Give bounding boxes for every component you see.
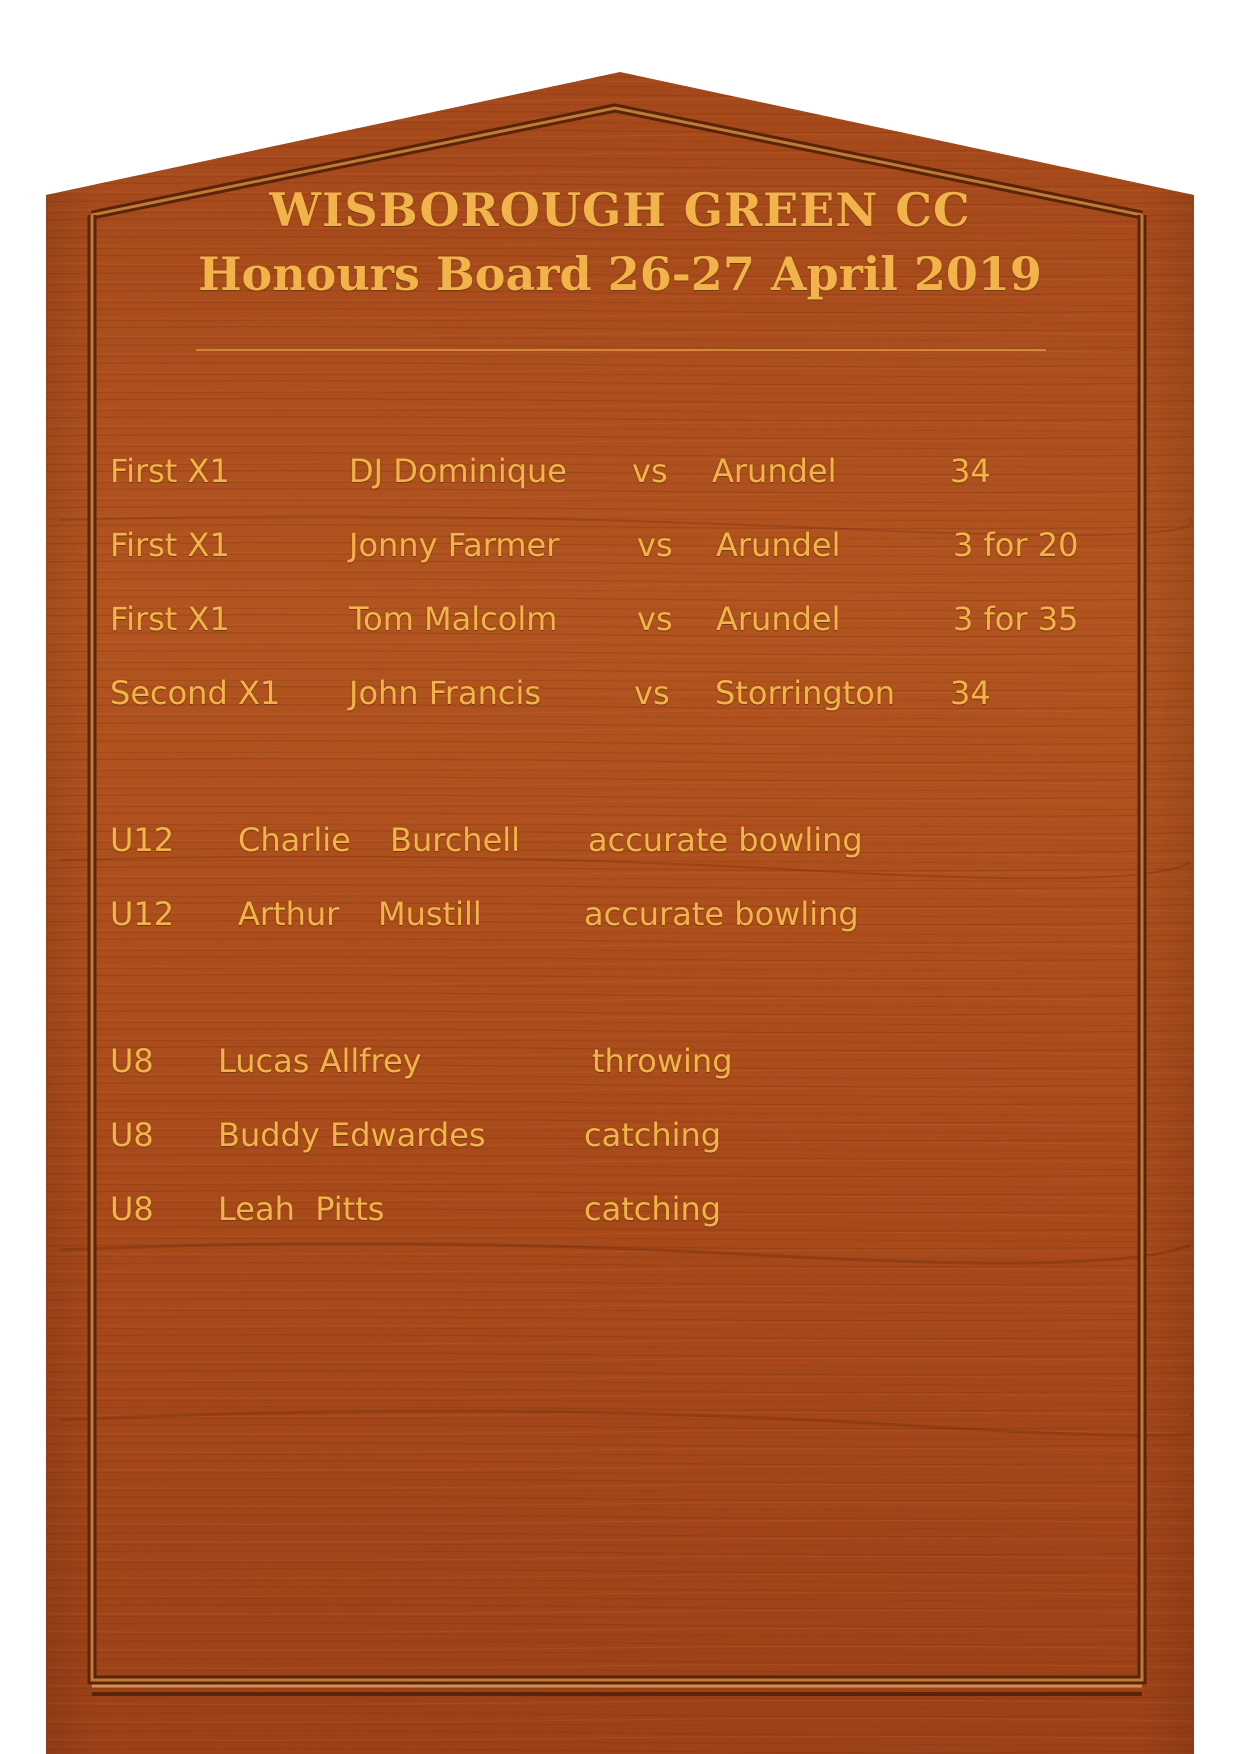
- u12-award: accurate bowling: [588, 821, 863, 859]
- u12-age: U12: [110, 821, 175, 859]
- senior-opponent: Arundel: [716, 600, 841, 638]
- senior-player: John Francis: [349, 674, 542, 712]
- board-title: WISBOROUGH GREEN CC: [269, 183, 971, 237]
- u8-age: U8: [110, 1042, 154, 1080]
- senior-vs: vs: [637, 526, 673, 564]
- board-subtitle: Honours Board 26-27 April 2019: [198, 247, 1042, 301]
- senior-player: DJ Dominique: [349, 452, 567, 490]
- senior-team: Second X1: [110, 674, 281, 712]
- senior-score: 3 for 35: [953, 600, 1079, 638]
- senior-team: First X1: [110, 600, 230, 638]
- u8-name: Leah Pitts: [218, 1190, 385, 1228]
- u12-last-name: Burchell: [390, 821, 521, 859]
- senior-score: 3 for 20: [953, 526, 1079, 564]
- u12-last-name: Mustill: [378, 895, 482, 933]
- u8-award: catching: [584, 1190, 722, 1228]
- u8-name: Buddy Edwardes: [218, 1116, 486, 1154]
- senior-opponent: Arundel: [716, 526, 841, 564]
- u12-award: accurate bowling: [584, 895, 859, 933]
- u8-name: Lucas Allfrey: [218, 1042, 422, 1080]
- u12-age: U12: [110, 895, 175, 933]
- senior-vs: vs: [637, 600, 673, 638]
- senior-vs: vs: [632, 452, 668, 490]
- senior-opponent: Storrington: [715, 674, 896, 712]
- senior-score: 34: [950, 452, 991, 490]
- u8-award: throwing: [592, 1042, 733, 1080]
- senior-vs: vs: [634, 674, 670, 712]
- u8-age: U8: [110, 1190, 154, 1228]
- senior-score: 34: [950, 674, 991, 712]
- u8-award: catching: [584, 1116, 722, 1154]
- u8-age: U8: [110, 1116, 154, 1154]
- senior-team: First X1: [110, 452, 230, 490]
- senior-team: First X1: [110, 526, 230, 564]
- u12-first-name: Charlie: [238, 821, 351, 859]
- u12-first-name: Arthur: [238, 895, 340, 933]
- senior-player: Jonny Farmer: [349, 526, 560, 564]
- senior-opponent: Arundel: [712, 452, 837, 490]
- senior-player: Tom Malcolm: [349, 600, 558, 638]
